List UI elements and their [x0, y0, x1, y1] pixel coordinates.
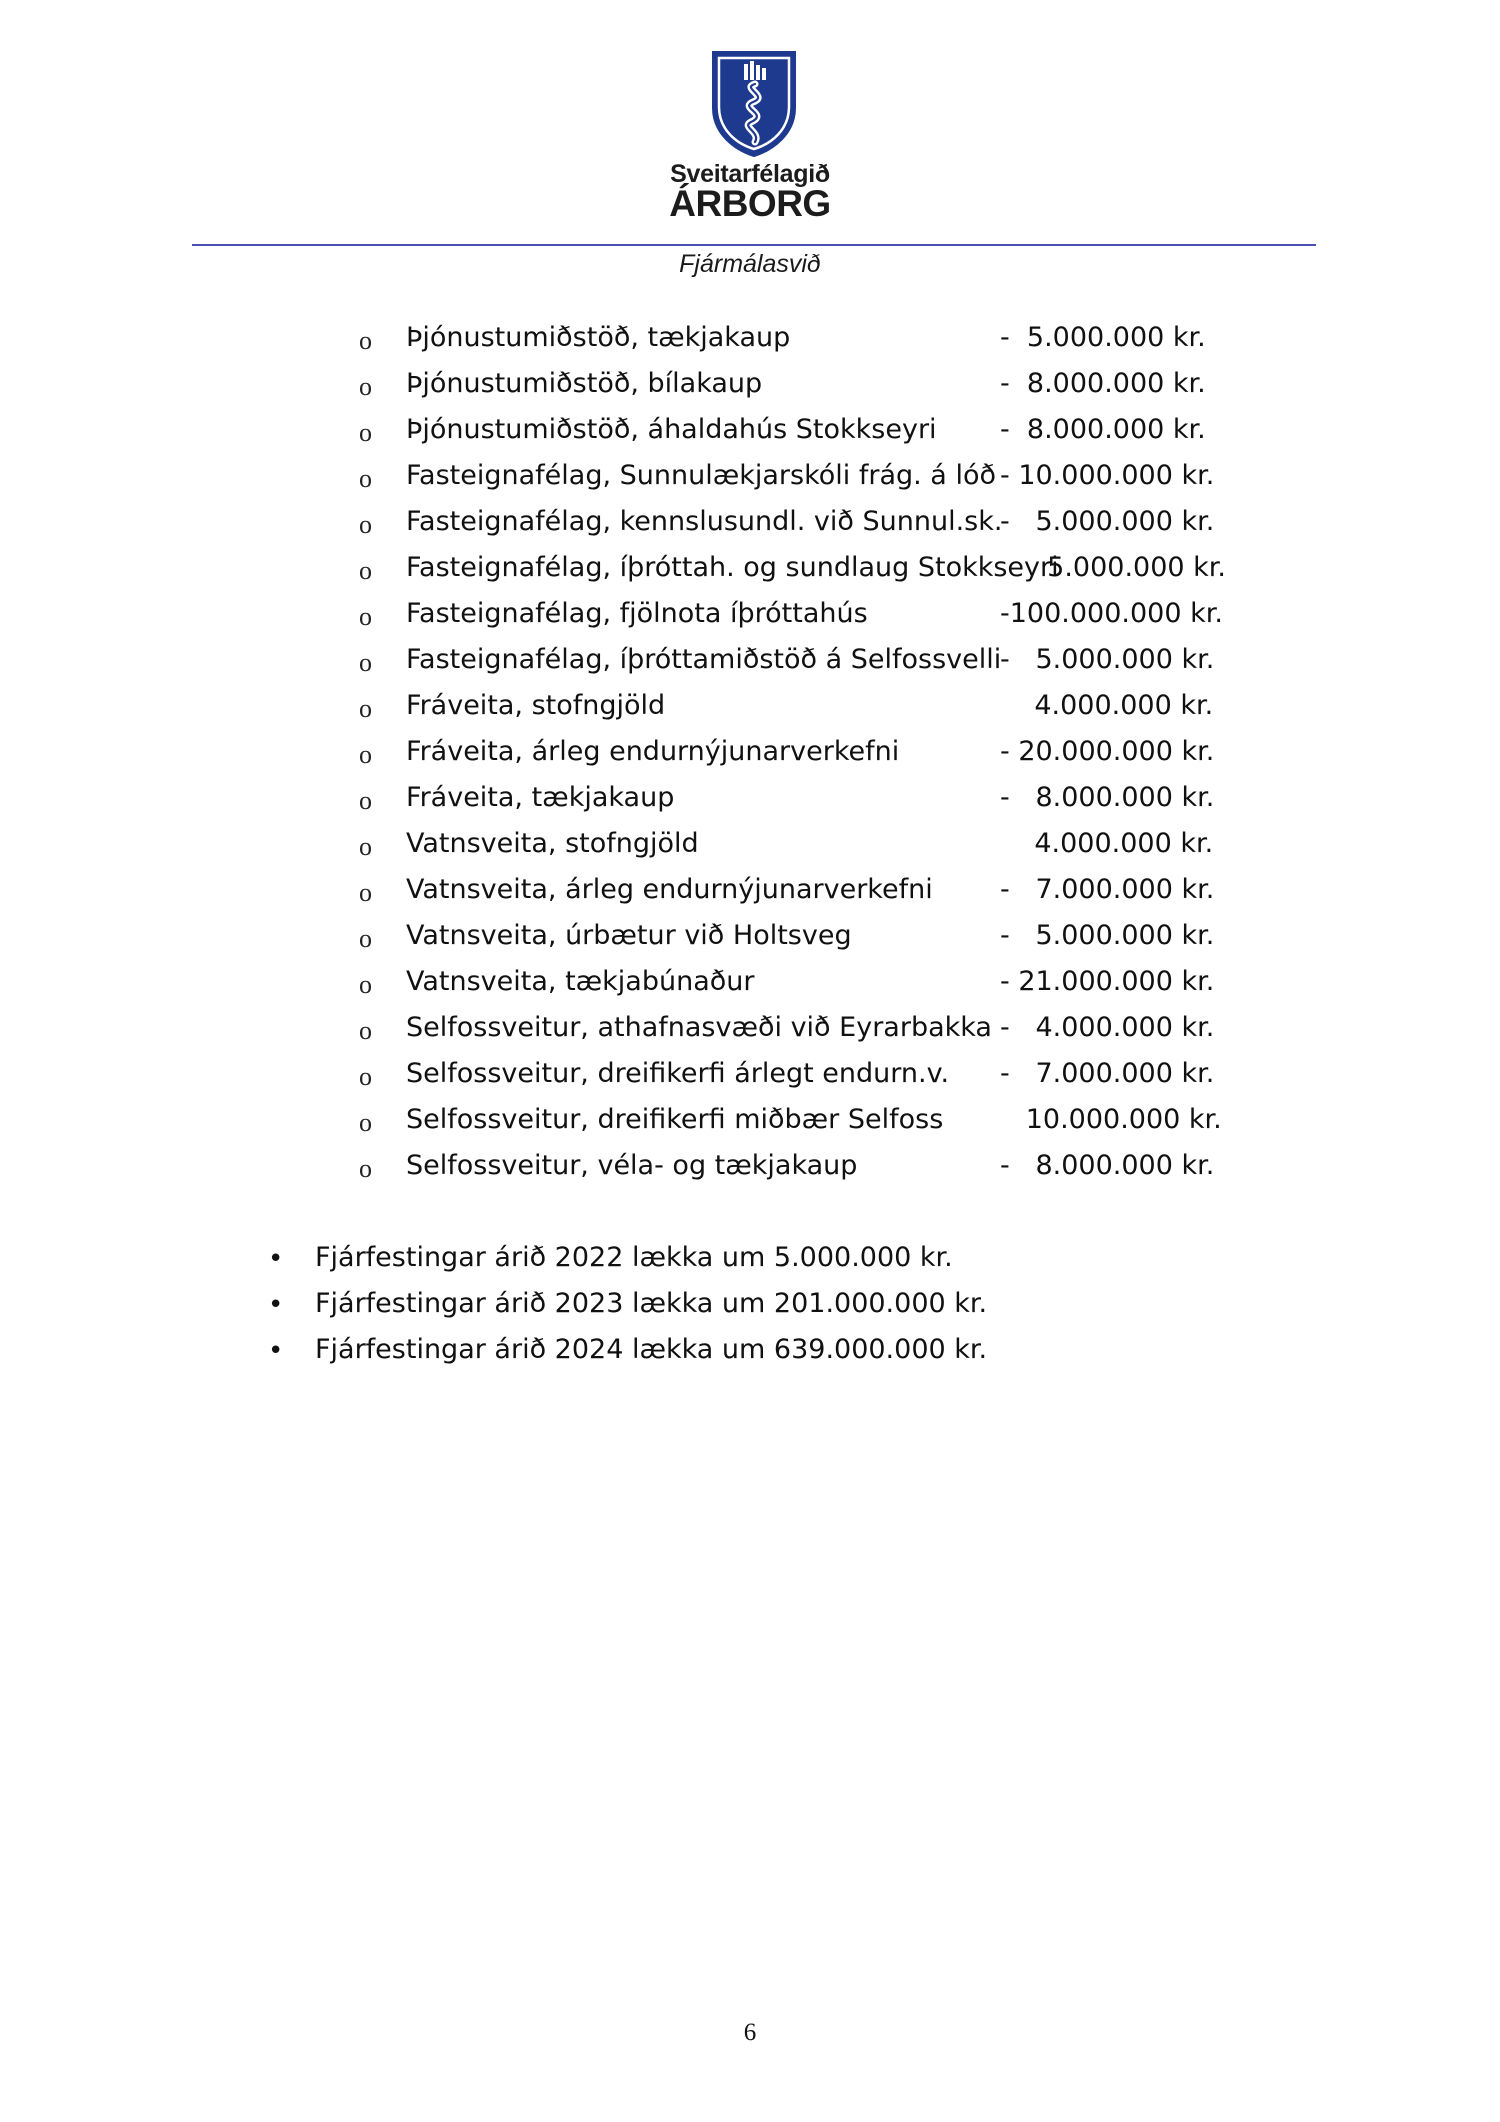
item-label: Vatnsveita, stofngjöld	[406, 828, 699, 859]
item-amount: 10.000.000 kr.	[1000, 1104, 1222, 1135]
item-amount: -100.000.000 kr.	[1000, 598, 1223, 629]
summary-item	[0, 1334, 1300, 1374]
item-amount: - 5.000.000 kr.	[1000, 920, 1215, 951]
circle-bullet-icon: o	[359, 1108, 372, 1137]
item-label: Selfossveitur, athafnasvæði við Eyrarbakka	[406, 1012, 992, 1043]
item-amount: 5.000.000 kr.	[1030, 552, 1227, 583]
summary-text: Fjárfestingar árið 2023 lækka um 201.000.000 kr.	[315, 1288, 988, 1319]
item-label: Fráveita, stofngjöld	[406, 690, 666, 721]
summary-text: Fjárfestingar árið 2024 lækka um 639.000.000 kr.	[315, 1334, 988, 1365]
list-item	[0, 1058, 1300, 1098]
list-item	[0, 966, 1300, 1006]
bullet-dot-icon: •	[268, 1244, 284, 1274]
item-amount: - 5.000.000 kr.	[1000, 644, 1215, 675]
item-label: Selfossveitur, véla- og tækjakaup	[406, 1150, 858, 1181]
item-amount: - 7.000.000 kr.	[1000, 1058, 1215, 1089]
list-item	[0, 1104, 1300, 1144]
item-amount: - 8.000.000 kr.	[1000, 414, 1206, 445]
list-item	[0, 920, 1300, 960]
list-item	[0, 690, 1300, 730]
circle-bullet-icon: o	[359, 648, 372, 677]
page-header	[0, 0, 1500, 290]
circle-bullet-icon: o	[359, 556, 372, 585]
item-label: Fasteignafélag, Sunnulækjarskóli frág. á lóð	[406, 460, 996, 491]
circle-bullet-icon: o	[359, 1016, 372, 1045]
bullet-dot-icon: •	[268, 1336, 284, 1366]
circle-bullet-icon: o	[359, 694, 372, 723]
list-item	[0, 736, 1300, 776]
department-name: Fjármálasvið	[679, 250, 821, 278]
item-amount: - 4.000.000 kr.	[1000, 1012, 1215, 1043]
item-label: Fráveita, tækjakaup	[406, 782, 675, 813]
circle-bullet-icon: o	[359, 326, 372, 355]
item-amount: - 10.000.000 kr.	[1000, 460, 1215, 491]
list-item	[0, 322, 1300, 362]
item-amount: 4.000.000 kr.	[1000, 690, 1214, 721]
header-divider	[192, 244, 1316, 246]
item-amount: - 8.000.000 kr.	[1000, 1150, 1215, 1181]
page-number: 6	[743, 2019, 757, 2046]
item-label: Fasteignafélag, kennslusundl. við Sunnul.sk.	[406, 506, 1003, 537]
circle-bullet-icon: o	[359, 464, 372, 493]
item-label: Fasteignafélag, íþróttamiðstöð á Selfossvelli	[406, 644, 1002, 675]
circle-bullet-icon: o	[359, 740, 372, 769]
list-item	[0, 506, 1300, 546]
circle-bullet-icon: o	[359, 924, 372, 953]
circle-bullet-icon: o	[359, 832, 372, 861]
circle-bullet-icon: o	[359, 786, 372, 815]
item-amount: 4.000.000 kr.	[1000, 828, 1214, 859]
item-label: Fasteignafélag, íþróttah. og sundlaug Stokkseyri	[406, 552, 1059, 583]
list-item	[0, 1012, 1300, 1052]
item-label: Vatnsveita, tækjabúnaður	[406, 966, 755, 997]
item-label: Vatnsveita, úrbætur við Holtsveg	[406, 920, 852, 951]
circle-bullet-icon: o	[359, 510, 372, 539]
circle-bullet-icon: o	[359, 372, 372, 401]
circle-bullet-icon: o	[359, 418, 372, 447]
circle-bullet-icon: o	[359, 878, 372, 907]
list-item	[0, 552, 1300, 592]
list-item	[0, 644, 1300, 684]
list-item	[0, 1150, 1300, 1190]
list-item	[0, 368, 1300, 408]
item-label: Þjónustumiðstöð, tækjakaup	[406, 322, 791, 353]
org-name-line1: Sveitarfélagið	[670, 160, 830, 188]
bullet-dot-icon: •	[268, 1290, 284, 1320]
circle-bullet-icon: o	[359, 602, 372, 631]
list-item	[0, 598, 1300, 638]
item-amount: - 20.000.000 kr.	[1000, 736, 1215, 767]
item-amount: - 5.000.000 kr.	[1000, 506, 1215, 537]
list-item	[0, 460, 1300, 500]
item-label: Þjónustumiðstöð, áhaldahús Stokkseyri	[406, 414, 937, 445]
summary-text: Fjárfestingar árið 2022 lækka um 5.000.000 kr.	[315, 1242, 953, 1273]
item-label: Fráveita, árleg endurnýjunarverkefni	[406, 736, 900, 767]
summary-item	[0, 1288, 1300, 1328]
arborg-crest-logo	[711, 50, 797, 158]
item-amount: - 21.000.000 kr.	[1000, 966, 1215, 997]
item-amount: - 7.000.000 kr.	[1000, 874, 1215, 905]
summary-item	[0, 1242, 1300, 1282]
list-item	[0, 782, 1300, 822]
item-amount: - 8.000.000 kr.	[1000, 368, 1206, 399]
item-label: Þjónustumiðstöð, bílakaup	[406, 368, 763, 399]
item-amount: - 8.000.000 kr.	[1000, 782, 1215, 813]
item-label: Selfossveitur, dreifikerfi miðbær Selfoss	[406, 1104, 944, 1135]
item-label: Vatnsveita, árleg endurnýjunarverkefni	[406, 874, 933, 905]
list-item	[0, 414, 1300, 454]
org-name-line2: ÁRBORG	[669, 183, 831, 224]
list-item	[0, 874, 1300, 914]
circle-bullet-icon: o	[359, 1154, 372, 1183]
item-amount: - 5.000.000 kr.	[1000, 322, 1206, 353]
circle-bullet-icon: o	[359, 970, 372, 999]
item-label: Fasteignafélag, fjölnota íþróttahús	[406, 598, 868, 629]
list-item	[0, 828, 1300, 868]
item-label: Selfossveitur, dreifikerfi árlegt endurn.v.	[406, 1058, 950, 1089]
circle-bullet-icon: o	[359, 1062, 372, 1091]
